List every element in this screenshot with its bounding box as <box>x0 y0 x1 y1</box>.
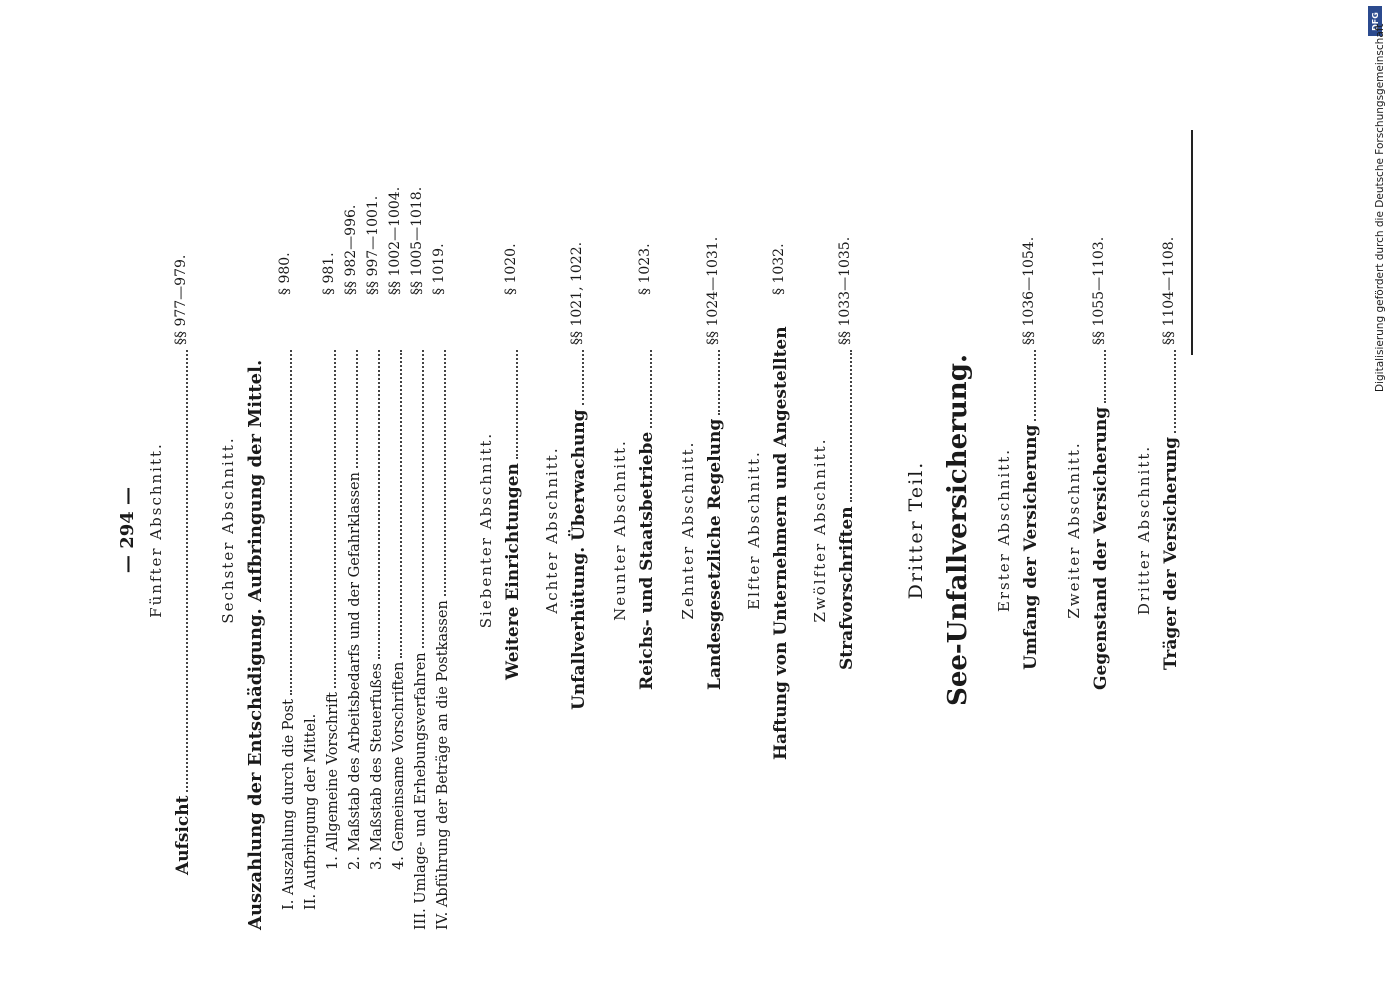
reference-column-rule <box>1191 130 1193 355</box>
section-heading: Zehnter Abschnitt. <box>679 440 697 620</box>
entry-ref: §§ 1002—1004. <box>387 186 403 295</box>
entry-ref: § 1020. <box>503 243 519 295</box>
entry-ref: §§ 1036—1054. <box>1021 236 1037 345</box>
toc-entry <box>385 350 407 870</box>
toc-entry <box>275 350 297 910</box>
entry-label: II. Aufbringung der Mittel. <box>303 713 319 910</box>
entry-label: Umfang der Versicherung <box>1021 424 1041 670</box>
entry-ref: § 1023. <box>637 243 653 295</box>
entry-label: Unfallverhütung. Überwachung <box>569 409 589 710</box>
entry-ref: § 1019. <box>431 243 447 295</box>
entry-ref: §§ 1104—1108. <box>1161 236 1177 345</box>
toc-entry <box>297 350 319 910</box>
toc-entry <box>407 350 429 930</box>
section-title: Auszahlung der Entschädigung. Aufbringung der Mittel. <box>245 359 266 930</box>
entry-label: IV. Abführung der Beträge an die Postkassen <box>435 600 451 930</box>
section-heading: Fünfter Abschnitt. <box>147 442 165 618</box>
toc-entry <box>567 350 589 710</box>
entry-label: Aufsicht <box>173 795 193 875</box>
entry-ref: §§ 997—1001. <box>365 195 381 295</box>
entry-label: Weitere Einrichtungen <box>503 463 523 680</box>
section-heading: Zwölfter Abschnitt. <box>811 437 829 623</box>
toc-entry <box>703 350 725 690</box>
rotated-page <box>115 130 1255 930</box>
entry-ref: §§ 1021, 1022. <box>569 241 585 345</box>
toc-entry <box>429 350 451 930</box>
toc-entry <box>769 326 791 760</box>
section-heading: Zweiter Abschnitt. <box>1065 441 1083 619</box>
section-heading: Dritter Abschnitt. <box>1135 444 1153 616</box>
entry-label: III. Umlage- und Erhebungsverfahren <box>413 652 429 930</box>
entry-ref: §§ 982—996. <box>343 204 359 295</box>
section-heading: Elfter Abschnitt. <box>745 450 763 610</box>
section-heading: Neunter Abschnitt. <box>611 439 629 621</box>
toc-entry <box>1089 350 1111 690</box>
entry-ref: §§ 977—979. <box>173 254 189 345</box>
entry-label: Landesgesetzliche Regelung <box>705 418 725 690</box>
digitization-credit: Digitalisierung gefördert durch die Deutsche Forschungsgemeinschaft <box>1374 23 1386 392</box>
dfg-logo-text: DFG <box>1370 11 1380 31</box>
toc-entry <box>1019 350 1041 670</box>
section-heading: Siebenter Abschnitt. <box>477 431 495 629</box>
part-title: See-Unfallversicherung. <box>943 354 973 706</box>
toc-entry <box>501 350 523 680</box>
entry-ref: § 1032. <box>771 243 787 295</box>
toc-entry <box>1159 350 1181 670</box>
section-heading: Sechster Abschnitt. <box>219 436 237 624</box>
entry-label: Strafvorschriften <box>837 506 857 670</box>
entry-label: Reichs- und Staatsbetriebe <box>637 431 657 690</box>
entry-label: Haftung von Unternehmern und Angestellten <box>771 326 791 760</box>
entry-label: 1. Allgemeine Vorschrift <box>325 691 341 870</box>
entry-ref: §§ 1055—1103. <box>1091 236 1107 345</box>
entry-label: Gegenstand der Versicherung <box>1091 406 1111 690</box>
toc-entry <box>635 350 657 690</box>
entry-label: 4. Gemeinsame Vorschriften <box>391 661 407 870</box>
section-heading: Erster Abschnitt. <box>995 447 1013 613</box>
toc-entry <box>363 350 385 870</box>
entry-ref: §§ 1033—1035. <box>837 236 853 345</box>
part-heading: Dritter Teil. <box>905 460 927 600</box>
entry-label: 3. Maßstab des Steuerfußes <box>369 663 385 870</box>
entry-label: I. Auszahlung durch die Post <box>281 699 297 910</box>
entry-ref: § 981. <box>321 252 337 295</box>
section-heading: Achter Abschnitt. <box>543 446 561 614</box>
entry-ref: §§ 1005—1018. <box>409 186 425 295</box>
toc-entry <box>171 350 193 875</box>
entry-label: 2. Maßstab des Arbeitsbedarfs und der Gefahrklassen <box>347 472 363 870</box>
entry-ref: §§ 1024—1031. <box>705 236 721 345</box>
toc-entry <box>835 350 857 670</box>
toc-entry <box>341 350 363 870</box>
page-number: — 294 — <box>117 486 138 574</box>
entry-ref: § 980. <box>277 252 293 295</box>
entry-label: Träger der Versicherung <box>1161 436 1181 670</box>
toc-entry <box>319 350 341 870</box>
